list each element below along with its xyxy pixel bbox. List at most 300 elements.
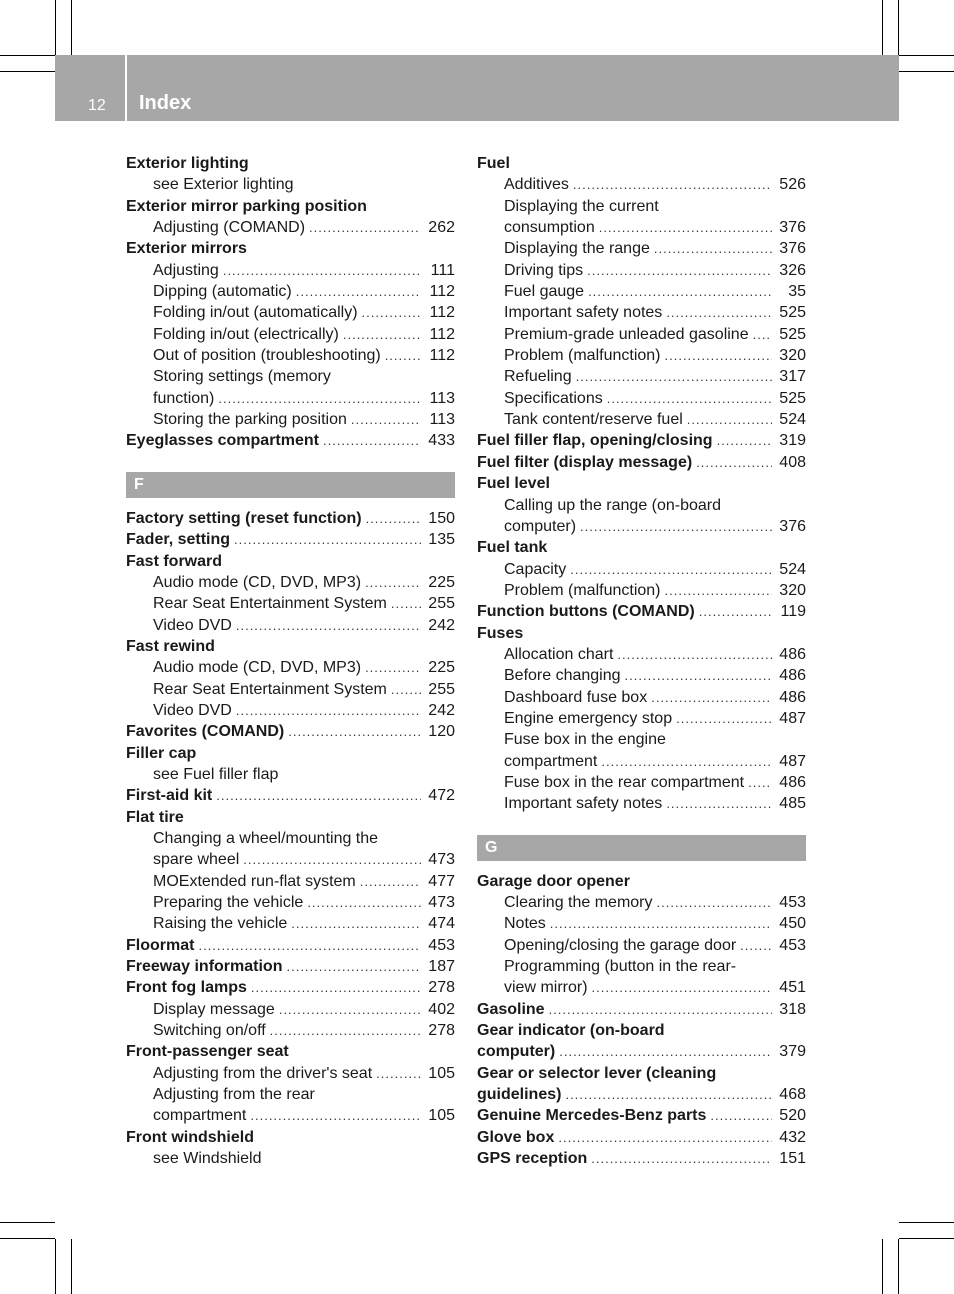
entry-label: consumption bbox=[504, 219, 595, 237]
dot-leader bbox=[558, 1127, 772, 1148]
page-reference: 255 bbox=[428, 595, 455, 613]
page-reference: 432 bbox=[779, 1128, 806, 1146]
dot-leader bbox=[291, 913, 421, 934]
index-subentry bbox=[477, 281, 806, 302]
index-subentry bbox=[477, 644, 806, 665]
entry-label: Programming (button in the rear- bbox=[504, 958, 737, 976]
entry-label: Audio mode (CD, DVD, MP3) bbox=[153, 659, 362, 677]
page-reference: 486 bbox=[779, 688, 806, 706]
dot-leader bbox=[362, 302, 421, 323]
index-entry bbox=[126, 196, 455, 217]
index-subentry bbox=[477, 665, 806, 686]
entry-label: Garage door opener bbox=[477, 872, 630, 890]
page-reference: 112 bbox=[429, 304, 455, 322]
page-reference: 278 bbox=[428, 1022, 455, 1040]
dot-leader bbox=[549, 999, 772, 1020]
entry-label: Fast forward bbox=[126, 552, 223, 570]
dot-leader bbox=[601, 751, 772, 772]
index-subentry bbox=[126, 615, 455, 636]
dot-leader bbox=[748, 772, 772, 793]
index-entry bbox=[126, 430, 455, 451]
index-subentry bbox=[126, 871, 455, 892]
page-reference: 524 bbox=[779, 411, 806, 429]
dot-leader bbox=[699, 601, 772, 622]
page-reference: 450 bbox=[779, 915, 806, 933]
index-entry bbox=[477, 1084, 806, 1105]
index-subentry bbox=[126, 700, 455, 721]
entry-label: Display message bbox=[153, 1000, 275, 1018]
entry-label: Dipping (automatic) bbox=[153, 283, 292, 301]
entry-label: GPS reception bbox=[477, 1150, 588, 1168]
index-entry bbox=[126, 935, 455, 956]
page-reference: 262 bbox=[428, 219, 455, 237]
entry-label: see Fuel filler flap bbox=[153, 765, 279, 783]
dot-leader bbox=[223, 260, 421, 281]
crop-mark bbox=[899, 55, 954, 56]
crop-mark bbox=[898, 1239, 899, 1294]
index-entry bbox=[477, 430, 806, 451]
index-entry bbox=[126, 636, 455, 657]
dot-leader bbox=[550, 913, 772, 934]
entry-label: function) bbox=[153, 389, 215, 407]
entry-label: Preparing the vehicle bbox=[153, 894, 304, 911]
index-entry bbox=[477, 601, 806, 622]
dot-leader bbox=[236, 615, 421, 636]
entry-label: Adjusting from the driver's seat bbox=[153, 1064, 373, 1082]
page-reference: 113 bbox=[429, 411, 455, 429]
entry-label: Gear indicator (on-board bbox=[477, 1022, 665, 1040]
entry-label: Important safety notes bbox=[504, 304, 663, 322]
entry-label: Favorites (COMAND) bbox=[126, 723, 285, 741]
page-reference: 326 bbox=[779, 261, 806, 279]
index-entry bbox=[126, 153, 455, 174]
entry-label: Storing settings (memory bbox=[153, 368, 331, 386]
index-subentry bbox=[126, 999, 455, 1020]
entry-label: Gasoline bbox=[477, 1000, 545, 1018]
index-subentry bbox=[477, 366, 806, 387]
index-subentry bbox=[477, 174, 806, 195]
entry-label: Audio mode (CD, DVD, MP3) bbox=[153, 573, 362, 591]
entry-label: Rear Seat Entertainment System bbox=[153, 680, 387, 698]
crop-mark bbox=[0, 1238, 55, 1239]
entry-label: Switching on/off bbox=[153, 1022, 266, 1040]
dot-leader bbox=[753, 324, 772, 345]
entry-label: Fuse box in the rear compartment bbox=[504, 773, 745, 791]
entry-label: Fuel filler flap, opening/closing bbox=[477, 432, 713, 450]
dot-leader bbox=[591, 1148, 772, 1169]
page-reference: 486 bbox=[779, 667, 806, 685]
index-subentry bbox=[126, 217, 455, 238]
page-reference: 319 bbox=[779, 432, 806, 450]
dot-leader bbox=[309, 217, 421, 238]
index-subentry bbox=[477, 580, 806, 601]
index-entry bbox=[477, 153, 806, 174]
entry-label: Rear Seat Entertainment System bbox=[153, 595, 387, 613]
entry-label: Genuine Mercedes-Benz parts bbox=[477, 1107, 707, 1125]
dot-leader bbox=[270, 1020, 421, 1041]
index-subentry bbox=[126, 657, 455, 678]
entry-label: Additives bbox=[504, 176, 569, 194]
dot-leader bbox=[216, 785, 421, 806]
index-subentry bbox=[477, 495, 806, 516]
entry-label: First-aid kit bbox=[126, 787, 213, 805]
page-reference: 119 bbox=[780, 603, 806, 621]
entry-label: compartment bbox=[504, 752, 598, 770]
index-subentry bbox=[477, 260, 806, 281]
entry-label: Tank content/reserve fuel bbox=[504, 411, 683, 429]
page-reference: 376 bbox=[779, 219, 806, 237]
index-entry bbox=[126, 1041, 455, 1062]
section-letter-header: G bbox=[477, 835, 806, 861]
dot-leader bbox=[376, 1063, 421, 1084]
index-entry bbox=[126, 238, 455, 259]
index-subentry bbox=[126, 345, 455, 366]
entry-label: Adjusting bbox=[153, 261, 219, 279]
entry-label: see Windshield bbox=[153, 1150, 262, 1168]
entry-label: Exterior lighting bbox=[126, 155, 249, 172]
dot-leader bbox=[307, 892, 421, 913]
entry-label: Premium-grade unleaded gasoline bbox=[504, 325, 749, 343]
crop-mark bbox=[55, 0, 56, 55]
index-entry bbox=[477, 1041, 806, 1062]
page-reference: 524 bbox=[779, 560, 806, 578]
page-reference: 376 bbox=[779, 517, 806, 535]
index-column-left bbox=[126, 153, 455, 1169]
crop-mark bbox=[898, 0, 899, 55]
entry-label: spare wheel bbox=[153, 851, 240, 869]
entry-label: Important safety notes bbox=[504, 795, 663, 813]
index-entry bbox=[477, 1127, 806, 1148]
index-entry bbox=[477, 871, 806, 892]
entry-label: Fuel tank bbox=[477, 539, 548, 557]
index-subentry bbox=[126, 1084, 455, 1105]
crop-mark bbox=[0, 71, 55, 72]
index-entry bbox=[477, 1105, 806, 1126]
index-subentry bbox=[126, 409, 455, 430]
entry-label: Allocation chart bbox=[504, 645, 614, 663]
page-reference: 402 bbox=[428, 1000, 455, 1018]
index-subentry bbox=[477, 751, 806, 772]
page-reference: 487 bbox=[779, 752, 806, 770]
entry-label: Dashboard fuse box bbox=[504, 688, 648, 706]
entry-label: Fuel bbox=[477, 155, 510, 172]
index-subentry bbox=[477, 892, 806, 913]
index-subentry bbox=[477, 388, 806, 409]
page-reference: 320 bbox=[779, 347, 806, 365]
index-subentry bbox=[126, 593, 455, 614]
entry-label: Out of position (troubleshooting) bbox=[153, 347, 381, 365]
entry-label: Fuel filter (display message) bbox=[477, 453, 693, 471]
dot-leader bbox=[666, 302, 772, 323]
entry-label: Displaying the current bbox=[504, 197, 659, 215]
index-entry bbox=[126, 977, 455, 998]
dot-leader bbox=[198, 935, 421, 956]
dot-leader bbox=[587, 260, 772, 281]
index-entry bbox=[477, 623, 806, 644]
entry-label: compartment bbox=[153, 1107, 247, 1125]
index-entry bbox=[477, 1020, 806, 1041]
entry-label: Driving tips bbox=[504, 261, 584, 279]
page-reference: 120 bbox=[428, 723, 455, 741]
entry-label: Function buttons (COMAND) bbox=[477, 603, 695, 621]
entry-label: Notes bbox=[504, 915, 546, 933]
index-subentry bbox=[477, 977, 806, 998]
index-subentry bbox=[477, 793, 806, 814]
index-subentry bbox=[126, 913, 455, 934]
index-entry bbox=[477, 1063, 806, 1084]
index-subentry bbox=[126, 388, 455, 409]
entry-label: Eyeglasses compartment bbox=[126, 432, 319, 450]
index-subentry bbox=[126, 828, 455, 849]
dot-leader bbox=[654, 238, 772, 259]
page-reference: 242 bbox=[428, 701, 455, 719]
page-reference: 473 bbox=[428, 851, 455, 869]
dot-leader bbox=[592, 977, 772, 998]
dot-leader bbox=[351, 409, 421, 430]
entry-label: Fader, setting bbox=[126, 531, 231, 549]
crop-mark bbox=[899, 1238, 954, 1239]
entry-label: Exterior mirror parking position bbox=[126, 197, 367, 215]
crop-mark bbox=[882, 1239, 883, 1294]
page-reference: 473 bbox=[428, 894, 455, 911]
page-reference: 474 bbox=[428, 915, 455, 933]
dot-leader bbox=[617, 644, 772, 665]
index-column-right bbox=[477, 153, 806, 1169]
entry-label: Front windshield bbox=[126, 1128, 254, 1146]
dot-leader bbox=[717, 430, 772, 451]
dot-leader bbox=[251, 977, 421, 998]
dot-leader bbox=[565, 1084, 772, 1105]
dot-leader bbox=[599, 217, 772, 238]
entry-label: Changing a wheel/mounting the bbox=[153, 829, 379, 847]
entry-label: Freeway information bbox=[126, 958, 283, 976]
page-reference: 225 bbox=[428, 659, 455, 677]
index-subentry bbox=[477, 913, 806, 934]
entry-label: Flat tire bbox=[126, 808, 184, 826]
dot-leader bbox=[365, 572, 421, 593]
entry-label: Fuses bbox=[477, 624, 524, 642]
index-subentry bbox=[126, 1063, 455, 1084]
dot-leader bbox=[666, 793, 772, 814]
page-reference: 35 bbox=[788, 283, 806, 301]
index-subentry bbox=[126, 679, 455, 700]
dot-leader bbox=[576, 366, 772, 387]
dot-leader bbox=[559, 1041, 772, 1062]
index-subentry bbox=[477, 729, 806, 750]
index-subentry bbox=[477, 708, 806, 729]
index-entry bbox=[477, 473, 806, 494]
page-reference: 525 bbox=[779, 325, 806, 343]
crop-mark bbox=[55, 1239, 56, 1294]
dot-leader bbox=[665, 580, 773, 601]
entry-label: MOExtended run-flat system bbox=[153, 872, 356, 890]
entry-label: Storing the parking position bbox=[153, 411, 347, 429]
index-subentry bbox=[477, 324, 806, 345]
dot-leader bbox=[740, 935, 772, 956]
dot-leader bbox=[243, 849, 421, 870]
index-subentry bbox=[126, 1148, 455, 1169]
page-number: 12 bbox=[88, 97, 106, 114]
dot-leader bbox=[570, 559, 772, 580]
page-reference: 112 bbox=[429, 347, 455, 365]
entry-label: Fast rewind bbox=[126, 637, 215, 655]
page-reference: 477 bbox=[428, 872, 455, 890]
index-subentry bbox=[126, 324, 455, 345]
page-reference: 472 bbox=[428, 787, 455, 805]
entry-label: Exterior mirrors bbox=[126, 240, 247, 258]
dot-leader bbox=[391, 593, 421, 614]
section-letter-header: F bbox=[126, 472, 455, 498]
index-subentry bbox=[126, 849, 455, 870]
entry-label: Video DVD bbox=[153, 616, 232, 634]
page-reference: 526 bbox=[779, 176, 806, 194]
page-reference: 453 bbox=[779, 894, 806, 911]
crop-mark bbox=[0, 55, 55, 56]
page-reference: 112 bbox=[429, 325, 455, 343]
index-entry bbox=[477, 1148, 806, 1169]
entry-label: Raising the vehicle bbox=[153, 915, 288, 933]
entry-label: Gear or selector lever (cleaning bbox=[477, 1064, 717, 1082]
dot-leader bbox=[651, 687, 772, 708]
page-reference: 525 bbox=[779, 389, 806, 407]
dot-leader bbox=[250, 1105, 421, 1126]
page-reference: 408 bbox=[779, 453, 806, 471]
dot-leader bbox=[580, 516, 772, 537]
dot-leader bbox=[696, 452, 772, 473]
entry-label: Adjusting (COMAND) bbox=[153, 219, 306, 237]
entry-label: Front fog lamps bbox=[126, 979, 247, 997]
index-entry bbox=[126, 785, 455, 806]
entry-label: computer) bbox=[477, 1043, 556, 1061]
entry-label: Fuel gauge bbox=[504, 283, 585, 301]
page-reference: 486 bbox=[779, 645, 806, 663]
index-subentry bbox=[126, 764, 455, 785]
index-subentry bbox=[477, 687, 806, 708]
dot-leader bbox=[323, 430, 421, 451]
entry-label: Engine emergency stop bbox=[504, 709, 673, 727]
page-reference: 433 bbox=[428, 432, 455, 450]
entry-label: Refueling bbox=[504, 368, 572, 386]
crop-mark bbox=[71, 1239, 72, 1294]
entry-label: Factory setting (reset function) bbox=[126, 509, 362, 527]
index-subentry bbox=[477, 956, 806, 977]
page-reference: 112 bbox=[429, 283, 455, 301]
page-reference: 105 bbox=[428, 1064, 455, 1082]
header-divider bbox=[125, 55, 127, 121]
page-reference: 486 bbox=[779, 773, 806, 791]
index-subentry bbox=[477, 516, 806, 537]
crop-mark bbox=[71, 0, 72, 55]
dot-leader bbox=[288, 721, 421, 742]
index-entry bbox=[126, 508, 455, 529]
entry-label: Fuel level bbox=[477, 475, 550, 493]
page-reference: 105 bbox=[428, 1107, 455, 1125]
index-entry bbox=[126, 807, 455, 828]
index-subentry bbox=[126, 572, 455, 593]
dot-leader bbox=[343, 324, 421, 345]
index-entry bbox=[126, 1127, 455, 1148]
dot-leader bbox=[360, 871, 421, 892]
entry-label: Calling up the range (on-board bbox=[504, 496, 722, 514]
dot-leader bbox=[607, 388, 772, 409]
dot-leader bbox=[391, 679, 421, 700]
index-subentry bbox=[126, 1105, 455, 1126]
dot-leader bbox=[279, 999, 421, 1020]
dot-leader bbox=[366, 508, 421, 529]
entry-label: Floormat bbox=[126, 936, 195, 954]
entry-label: see Exterior lighting bbox=[153, 176, 294, 194]
entry-label: Specifications bbox=[504, 389, 603, 407]
crop-mark bbox=[899, 1222, 954, 1223]
index-subentry bbox=[477, 196, 806, 217]
dot-leader bbox=[657, 892, 773, 913]
index-subentry bbox=[477, 772, 806, 793]
entry-label: Before changing bbox=[504, 667, 621, 685]
index-entry bbox=[126, 721, 455, 742]
page-reference: 453 bbox=[428, 936, 455, 954]
page-reference: 487 bbox=[779, 709, 806, 727]
page-reference: 255 bbox=[428, 680, 455, 698]
index-subentry bbox=[126, 174, 455, 195]
entry-label: guidelines) bbox=[477, 1086, 562, 1104]
entry-label: view mirror) bbox=[504, 979, 588, 997]
entry-label: Fuse box in the engine bbox=[504, 731, 666, 749]
page-reference: 451 bbox=[779, 979, 806, 997]
dot-leader bbox=[625, 665, 772, 686]
index-subentry bbox=[477, 559, 806, 580]
index-subentry bbox=[126, 1020, 455, 1041]
dot-leader bbox=[710, 1105, 772, 1126]
crop-mark bbox=[899, 71, 954, 72]
entry-label: Problem (malfunction) bbox=[504, 581, 661, 599]
page-reference: 520 bbox=[779, 1107, 806, 1125]
dot-leader bbox=[236, 700, 421, 721]
index-entry bbox=[477, 999, 806, 1020]
dot-leader bbox=[665, 345, 773, 366]
index-subentry bbox=[126, 366, 455, 387]
page-reference: 151 bbox=[779, 1150, 806, 1168]
entry-label: Glove box bbox=[477, 1128, 555, 1146]
page-reference: 278 bbox=[428, 979, 455, 997]
page-reference: 317 bbox=[779, 368, 806, 386]
entry-label: Clearing the memory bbox=[504, 894, 653, 911]
page-reference: 135 bbox=[428, 531, 455, 549]
page-reference: 187 bbox=[428, 958, 455, 976]
entry-label: Video DVD bbox=[153, 701, 232, 719]
page-reference: 318 bbox=[779, 1000, 806, 1018]
index-subentry bbox=[477, 217, 806, 238]
dot-leader bbox=[676, 708, 772, 729]
entry-label: Opening/closing the garage door bbox=[504, 936, 737, 954]
page-reference: 320 bbox=[779, 581, 806, 599]
page-reference: 525 bbox=[779, 304, 806, 322]
index-subentry bbox=[126, 302, 455, 323]
entry-label: computer) bbox=[504, 517, 577, 535]
entry-label: Front-passenger seat bbox=[126, 1043, 289, 1061]
crop-mark bbox=[882, 0, 883, 55]
page-reference: 113 bbox=[429, 389, 455, 407]
entry-label: Adjusting from the rear bbox=[153, 1086, 315, 1104]
index-subentry bbox=[477, 409, 806, 430]
page-reference: 468 bbox=[779, 1086, 806, 1104]
index-entry bbox=[477, 452, 806, 473]
entry-label: Filler cap bbox=[126, 744, 197, 762]
index-entry bbox=[477, 537, 806, 558]
page-reference: 453 bbox=[779, 936, 806, 954]
dot-leader bbox=[218, 388, 421, 409]
index-entry bbox=[126, 551, 455, 572]
index-subentry bbox=[126, 260, 455, 281]
